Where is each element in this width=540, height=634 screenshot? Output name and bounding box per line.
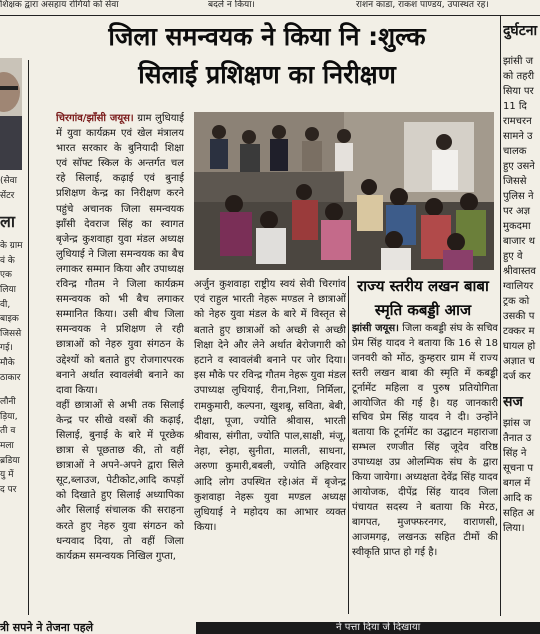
fragment-row: ती व	[0, 426, 16, 437]
fragment-row: झांसी ज	[503, 56, 534, 67]
bottom-strip	[0, 618, 540, 634]
kabaddi-dateline: झांसी जयूस।	[352, 323, 399, 334]
fragment-row: ड़िया,	[0, 411, 18, 422]
right-fragment-heading-2: सज	[503, 394, 523, 410]
bottom-banner	[196, 622, 540, 634]
fragment-row: उसकी प	[503, 311, 535, 322]
fragment-row: जिससे	[0, 328, 22, 339]
main-headline	[52, 18, 482, 98]
fragment-row: सामने उ	[503, 131, 533, 142]
fragment-row: 11 दि	[503, 101, 527, 112]
bottom-banner-text: ने पत्ता दिया जे दिखाया	[336, 622, 421, 633]
fragment-row: अज्ञात च	[503, 356, 535, 367]
fragment-row: रामचरन	[503, 116, 532, 127]
fragment-row: के ग्राम	[0, 241, 23, 252]
main-story-column	[56, 111, 184, 564]
fragment-row: तैनात उ	[503, 433, 532, 444]
fragment-row: एक	[0, 270, 12, 281]
fragment-row: सेंटर	[0, 190, 15, 201]
top-strip-right: राशन काडा, राकश पाण्डय, उपास्थत रह।	[356, 0, 489, 10]
top-rule	[0, 15, 540, 16]
kabaddi-headline: राज्य स्तरीय लखन बाबा स्मृति कबड्डी आज	[357, 277, 489, 319]
bottom-left-headline: त्री सपने ने तेजना पहले	[0, 621, 94, 634]
headline-line-2: सिलाई प्रशिक्षण का निरीक्षण	[138, 60, 396, 89]
main-story-continuation	[194, 277, 346, 535]
fragment-row: श्रीवास्तव	[503, 266, 536, 277]
fragment-row: बाइक	[0, 314, 19, 325]
fragment-row: ग्वालियर	[503, 281, 534, 292]
left-fragment-heading: ला	[0, 212, 15, 232]
top-strip	[0, 0, 540, 16]
fragment-row: लिया	[0, 284, 16, 295]
fragment-row: हुए वे	[503, 251, 523, 262]
fragment-row: चालक	[503, 146, 527, 157]
fragment-row: बाजार थ	[503, 236, 535, 247]
fragment-row: बगल में	[503, 478, 531, 489]
fragment-row: जिससे	[503, 176, 527, 187]
left-column-divider	[28, 60, 29, 615]
fragment-row: सहित अ	[503, 508, 535, 519]
training-photo-art	[194, 112, 494, 270]
fragment-row: मला	[0, 440, 14, 451]
story-divider	[348, 276, 349, 614]
fragment-row: टक्कर म	[503, 326, 535, 337]
headline-line-1: जिला समन्वयक ने किया नि :शुल्क	[108, 22, 426, 51]
main-story-paragraph-2: वहीं छात्राओं से अभी तक सिलाई केन्द्र पर सीखे वस्त्रों की कढ़ाई, सिलाई, बुनाई के बारे में पूरछेक छात्रा से पूछताछ की, तो वहीं छात्राओं ने अपने-अपने द्वारा सिले सूट,ब्लाउज, पेटीकोट,आदि कपड़ों को दिखाते हुए सिलाई अध्यापिका और सिलाई संचालक की सराहना करते हुए नेहरु युवा संगठन को धन्यवाद दिया, तो वहीं जिला कार्यक्रम समन्वयक निखिल गुप्ता,	[56, 399, 184, 562]
fragment-row: सूचना प	[503, 463, 534, 474]
left-cropped-column	[0, 174, 24, 497]
right-fragment-heading-1: दुर्घटना	[503, 23, 538, 39]
fragment-row: सिंह ने	[503, 448, 527, 459]
fragment-row: मौके	[0, 357, 15, 368]
fragment-row: ठाकार	[0, 372, 21, 383]
fragment-row: आदि क	[503, 493, 532, 504]
fragment-row: वं के	[0, 255, 15, 266]
fragment-row: सिया पर	[503, 86, 534, 97]
fragment-row: लिया।	[503, 523, 525, 534]
fragment-row: गई।	[0, 343, 13, 354]
right-column-divider	[500, 16, 501, 616]
training-photo	[194, 112, 494, 270]
main-story-paragraph-1: चिरगांव/झाँसी जयूस। ग्राम लुधियाई में युवा कार्यक्रम एवं खेल मंत्रालय भारत सरकार के बुनियादी शिक्षा एवं सॉफ्ट स्किल के अन्तर्गत चल रहे सिलाई, कढ़ाई एवं बुनाई प्रशिक्षण केन्द्र का निरीक्षण करने पहुंचे अचानक जिला समन्वयक झाँसी देवराज सिंह का स्वागत बृजेन्द्र कुशवाहा युवा मंडल अध्यक्ष लुधियाई ने जिला समन्वयक का बैच लगाकर सम्मान किया और उपाध्यक्ष रविन्द्र गौतम ने जिला कार्यक्रम समन्वयक को भी बैच लगाकर सम्मानित किया। उसी बीच जिला समन्वयक ने प्रशिक्षण ले रही छात्राओं को नेहरु युवा संगठन के उद्देश्यों को बताते हुए रोजगारपरक बनाने अर्थात स्वावलंबी बनाने का दावा किया।	[56, 113, 184, 396]
fragment-row: यु में	[0, 470, 14, 481]
top-strip-left: शिक्षक द्वारा असहाय रोगियों को सेवा	[0, 0, 119, 10]
fragment-row: झांस ज	[503, 418, 531, 429]
fragment-row: वी,	[0, 299, 11, 310]
fragment-row: ट्रक को	[503, 296, 530, 307]
top-strip-mid: बदले न किया।	[208, 0, 255, 10]
main-story-dateline: चिरगांव/झाँसी जयूस।	[56, 113, 134, 124]
fragment-row: (सेवा	[0, 176, 17, 186]
right-cropped-column	[503, 20, 540, 536]
reporter-portrait	[0, 58, 22, 170]
kabaddi-story-body: झांसी जयूस। जिला कबड्डी संघ के सचिव प्रेम सिंह यादव ने बताया कि 16 से 18 जनवरी को मोंठ, कुम्हरार ग्राम में राज्य स्तरी लखन बाबा की स्मृति में कबड्डी टूर्नामेंट महिला व पुरुष प्रतियोगिता आयोजित की गई है। यह जानकारी सचिव प्रेम सिंह यादव ने दी। उन्होंने बताया कि टूर्नामेंट का उद्घाटन महाराजा सम्भल रणजीत सिंह जूदेव वरिष्ठ उपाध्यक्ष उप्र ओलम्पिक संघ के द्वारा किया जायेगा। अध्यक्षता देवेंद्र सिंह यादव आयोजक, दीपेंद्र सिंह यादव जिला पंचायत सदस्य ने बताया कि मेरठ, बागपत, मुजफ्फरनगर, वाराणसी, आजमगढ़, लखनऊ सहित टीमों की स्वीकृति प्राप्त हो गई है।	[352, 323, 498, 558]
fragment-row: द पर	[0, 484, 17, 495]
fragment-row: दर्ज कर	[503, 371, 531, 382]
fragment-row: को तहरी	[503, 71, 535, 82]
main-story-paragraph-3: अर्जुन कुशवाहा राष्ट्रीय स्वयं सेवी चिरगांव एवं राहुल भारती नेहरू मण्डल ने छात्राओं को नेहरु युवा मंडल के बारे में विस्तृत से बताते हुए छात्राओं को अच्छी से अच्छी शिक्षा देने और लेने अर्थात बेरोजगारी को हटाने व स्वावलंबी बनाने पर जोर दिया। इस मौके पर रविन्द्र गौतम नेहरू युवा मंडल उपाध्यक्ष लुधियाई, रीना,निशा, निर्मिला, रामकुमारी, कल्पना, खुशबू, सविता, बेबी, दीक्षा, पूजा, ज्योति श्रीवास, भारती श्रीवास, संगीता, ज्योति पाल,साक्षी, मंजू, नेहा, स्नेहा, सुनीता, मालती, साधना, अरुणा कुमारी,बबली, ज्योति अहिरवार आदि लोग उपस्थित रहे।अंत में बृजेन्द्र कुशवाहा नेहरू युवा मण्डल अध्यक्ष लुधियाई ने महोदय का आभार व्यक्त किया।	[194, 279, 346, 534]
fragment-row: लौनी	[0, 397, 16, 408]
fragment-row: घायल हो	[503, 341, 536, 352]
fragment-row: पर अज्ञ	[503, 206, 530, 217]
fragment-row: पुलिस ने	[503, 191, 534, 202]
fragment-row: हुए उसने	[503, 161, 535, 172]
fragment-row: ब्रडिया	[0, 455, 20, 466]
fragment-row: मुकदमा	[503, 221, 531, 232]
